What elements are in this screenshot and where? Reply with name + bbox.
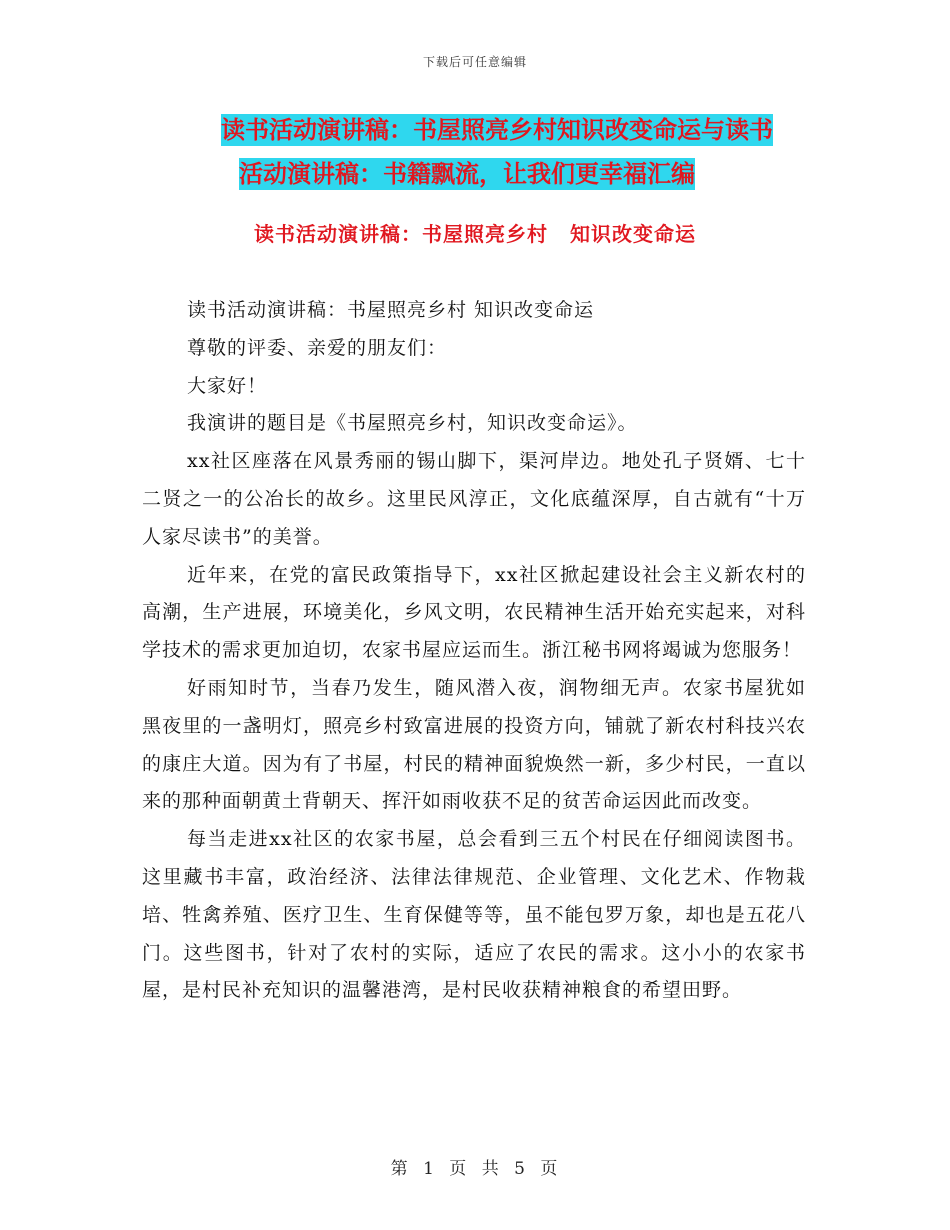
section-title-part-b: 知识改变命运 <box>570 222 696 246</box>
paragraph: 好雨知时节，当春乃发生，随风潜入夜，润物细无声。农家书屋犹如黑夜里的一盏明灯，照亮乡村致富进展的投资方向，铺就了新农村科技兴农的康庄大道。因为有了书屋，村民的精神面貌焕然一新，多少村民，一直以来的那种面朝黄土背朝天、挥汗如雨收获不足的贫苦命运因此而改变。 <box>142 676 806 813</box>
paragraph: xx社区座落在风景秀丽的锡山脚下，渠河岸边。地处孔子贤婿、七十二贤之一的公冶长的故乡。这里民风淳正，文化底蕴深厚，自古就有“十万人家尽读书”的美誉。 <box>142 450 806 548</box>
paragraph: 大家好！ <box>187 374 268 397</box>
paragraph: 我演讲的题目是《书屋照亮乡村，知识改变命运》。 <box>187 412 638 435</box>
paragraph: 尊敬的评委、亲爱的朋友们： <box>187 336 448 359</box>
paragraph: 每当走进xx社区的农家书屋，总会看到三五个村民在仔细阅读图书。这里藏书丰富，政治经济、法律法律规范、企业管理、文化艺术、作物栽培、牲禽养殖、医疗卫生、生育保健等等，虽不能包罗万象，却也是五花八门。这些图书，针对了农村的实际，适应了农民的需求。这小小的农家书屋，是村民补充知识的温馨港湾，是村民收获精神粮食的希望田野。 <box>142 828 806 1002</box>
paragraph: 读书活动演讲稿：书屋照亮乡村 知识改变命运 <box>187 299 595 321</box>
title-highlight-2: 活动演讲稿：书籍飘流，让我们更幸福汇编 <box>239 160 695 188</box>
title-highlight-1: 读书活动演讲稿：书屋照亮乡村知识改变命运与读书 <box>221 116 773 144</box>
document-title-line-2 <box>0 152 942 196</box>
document-title-line-1 <box>22 108 950 152</box>
body-text <box>142 292 806 1010</box>
header-note: 下载后可任意编辑 <box>422 55 527 69</box>
page-footer: 第 1 页 共 5 页 <box>390 1159 560 1179</box>
paragraph: 近年来，在党的富民政策指导下，xx社区掀起建设社会主义新农村的高潮，生产进展，环境美化，乡风文明，农民精神生活开始充实起来，对科学技术的需求更加迫切，农家书屋应运而生。浙江秘书网将竭诚为您服务！ <box>142 563 806 662</box>
section-title-part-a: 读书活动演讲稿：书屋照亮乡村 <box>254 222 548 246</box>
section-title <box>0 218 950 247</box>
